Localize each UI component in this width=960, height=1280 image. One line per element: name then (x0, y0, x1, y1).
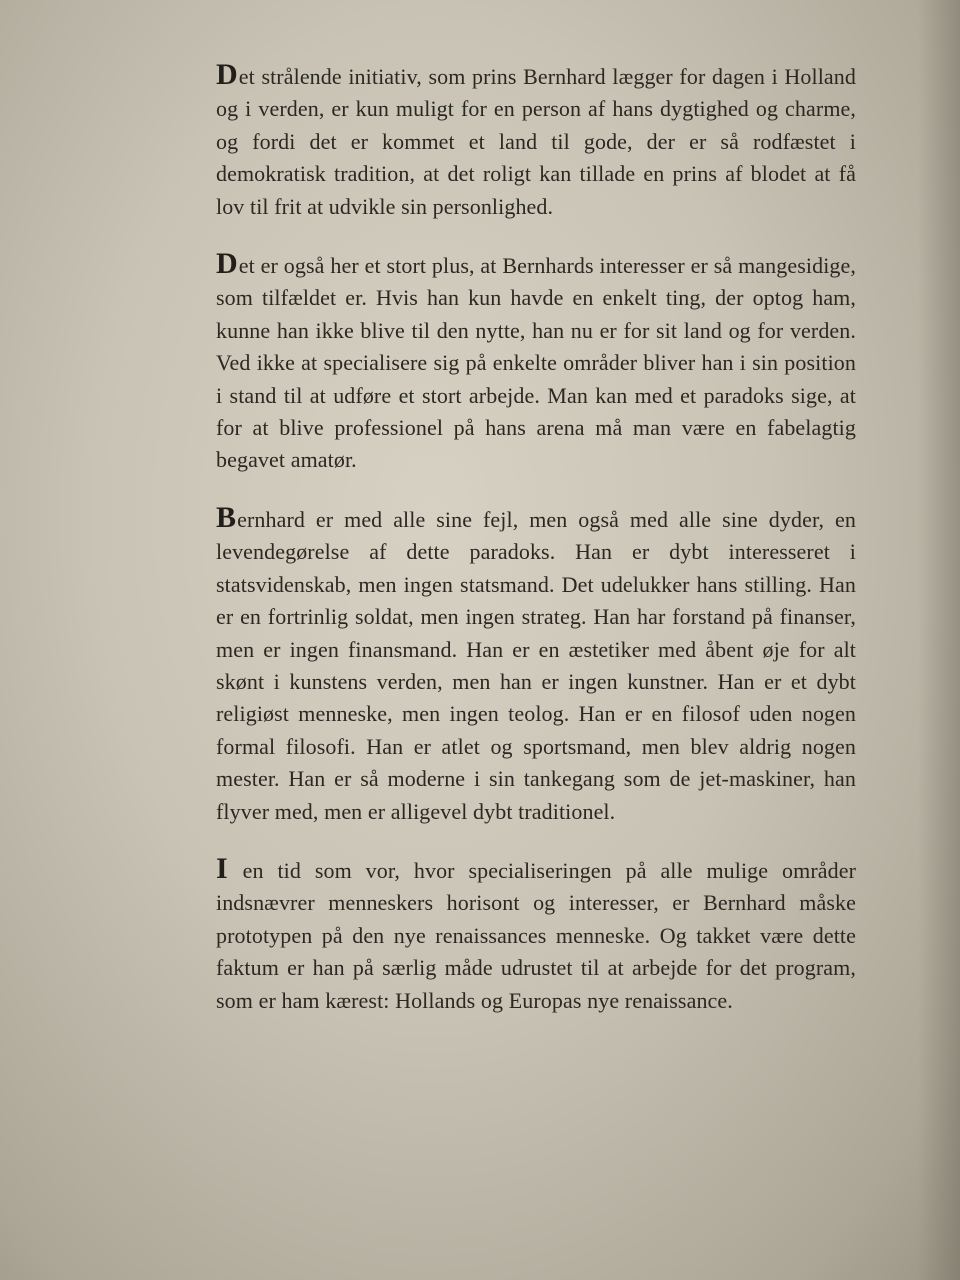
document-body (216, 60, 856, 1043)
page-edge-shadow (918, 0, 960, 1280)
paragraph-text: ernhard er med alle sine fejl, men også med alle sine dyder, en levendegørelse af dette paradoks. Han er dybt interesseret i statsvidenskab, men ingen statsmand. Det udelukker hans stilling. Han er en fortrinlig soldat, men ingen strateg. Han har forstand på finanser, men er ingen finansmand. Han er en æstetiker med åbent øje for alt skønt i kunstens verden, men han er ingen kunstner. Han er et dybt religiøst menneske, men ingen teolog. Han er en filosof uden nogen formal filosofi. Han er atlet og sportsmand, men blev aldrig nogen mester. Han er så moderne i sin tankegang som de jet-maskiner, han flyver med, men er alligevel dybt traditionel. (216, 506, 856, 824)
initial-letter: D (216, 247, 238, 281)
paragraph-4 (216, 851, 856, 1017)
paragraph-text: et er også her et stort plus, at Bernhards interesser er så mangesidige, som tilfældet er. Hvis han kun havde en enkelt ting, der optog ham, kunne han ikke blive til den nytte, han nu er for sit land og for verden. Ved ikke at specialisere sig på enkelte områder bliver han i sin position i stand til at udføre et stort arbejde. Man kan med et paradoks sige, at for at blive professionel på hans arena må man være en fabelagtig begavet amatør. (216, 253, 856, 473)
initial-letter: D (216, 58, 238, 91)
paragraph-1 (216, 60, 856, 223)
initial-letter: I (216, 851, 228, 885)
paragraph-3 (216, 500, 856, 828)
paragraph-2 (216, 249, 856, 477)
initial-letter: B (216, 500, 237, 534)
paragraph-text: en tid som vor, hvor specialiseringen på alle mulige områder indsnævrer menneskers horisont og interesser, er Bernhard måske prototypen på den nye renaissances menneske. Og takket være dette faktum er han på særlig måde udrustet til at arbejde for det program, som er ham kærest: Hollands og Europas nye renaissance. (216, 857, 856, 1013)
paragraph-text: et strålende initiativ, som prins Bernhard lægger for dagen i Holland og i verden, er kun muligt for en person af hans dygtighed og charme, og fordi det er kommet et land til gode, der er så rodfæstet i demokratisk tradition, at det roligt kan tillade en prins af blodet at få lov til frit at udvikle sin personlighed. (216, 64, 856, 219)
